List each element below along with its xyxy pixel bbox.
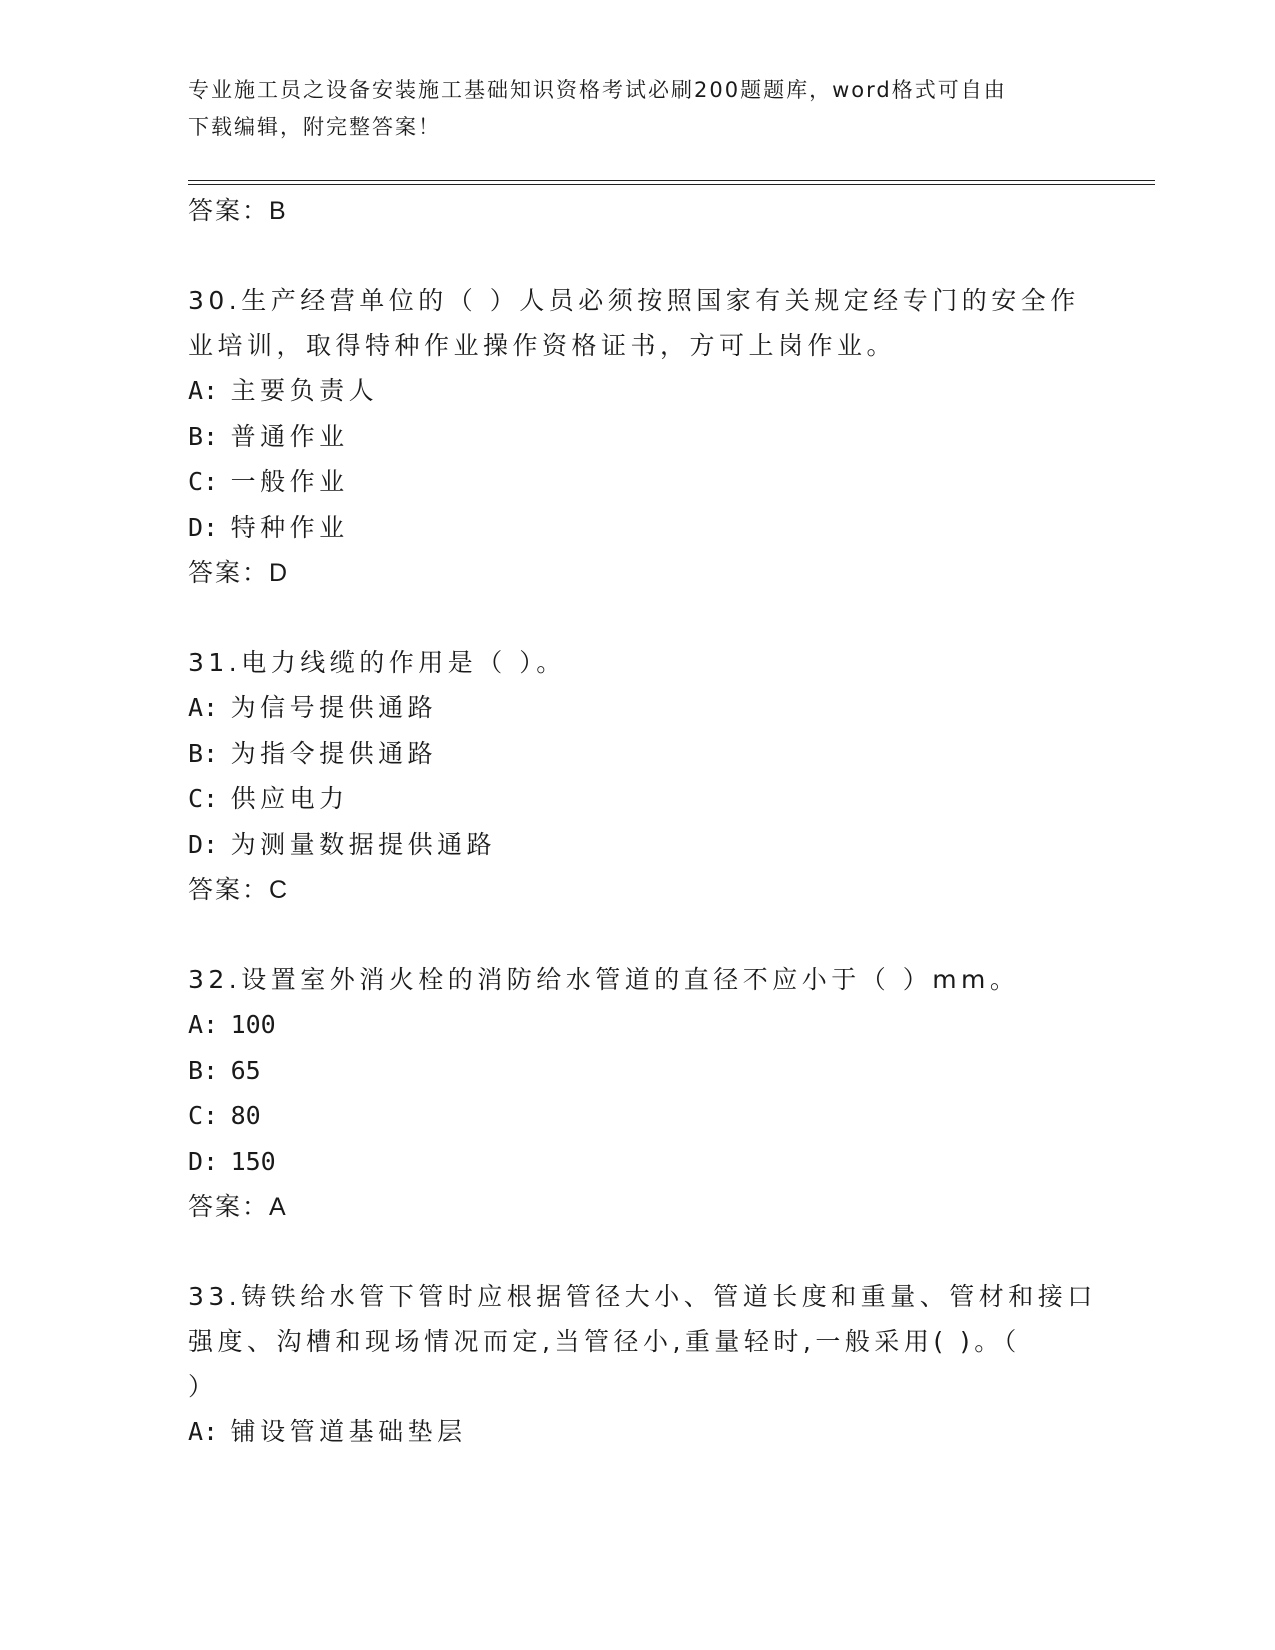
question-stem bbox=[188, 1274, 1148, 1409]
option-text: 为信号提供通路 bbox=[230, 693, 438, 722]
option-text: 普通作业 bbox=[230, 421, 349, 451]
question-33 bbox=[188, 1274, 1148, 1455]
answer-31: 答案：C bbox=[188, 876, 290, 904]
option-text: 为指令提供通路 bbox=[230, 738, 438, 768]
option-letter: D: bbox=[188, 512, 219, 542]
option-b bbox=[188, 731, 1148, 777]
stem-line: 33.铸铁给水管下管时应根据管径大小、管道长度和重量、管材和接口 bbox=[188, 1282, 1097, 1311]
option-text: 铺设管道基础垫层 bbox=[230, 1417, 467, 1446]
option-text: 特种作业 bbox=[230, 512, 349, 542]
header-line-1: 专业施工员之设备安装施工基础知识资格考试必刷200题题库，word格式可自由 bbox=[188, 78, 1007, 102]
option-letter: C: bbox=[188, 467, 219, 496]
option-d bbox=[188, 1139, 1148, 1185]
option-text: 主要负责人 bbox=[230, 376, 379, 405]
stem-line: 30.生产经营单位的（ ）人员必须按照国家有关规定经专门的安全作 bbox=[188, 286, 1080, 315]
answer-30: 答案：D bbox=[188, 559, 290, 587]
option-d bbox=[188, 822, 1148, 868]
option-letter: A: bbox=[188, 376, 219, 405]
question-31 bbox=[188, 640, 1148, 913]
header-line-2: 下载编辑，附完整答案！ bbox=[188, 115, 441, 139]
question-stem bbox=[188, 957, 1148, 1002]
header-divider bbox=[188, 180, 1155, 185]
option-text: 一般作业 bbox=[230, 467, 349, 496]
option-letter: C: bbox=[188, 784, 219, 813]
question-30 bbox=[188, 278, 1148, 596]
option-letter: B: bbox=[188, 1055, 219, 1085]
option-b bbox=[188, 1048, 1148, 1094]
question-list bbox=[188, 188, 1148, 1455]
option-letter: A: bbox=[188, 1417, 219, 1446]
option-d bbox=[188, 505, 1148, 551]
stem-line: 业培训，取得特种作业操作资格证书，方可上岗作业。 bbox=[188, 331, 897, 360]
option-text: 65 bbox=[230, 1055, 261, 1085]
stem-line: 32.设置室外消火栓的消防给水管道的直径不应小于（ ）mm。 bbox=[188, 965, 1020, 994]
option-a bbox=[188, 1409, 1148, 1455]
option-a bbox=[188, 368, 1148, 414]
answer-29: 答案：B bbox=[188, 197, 288, 225]
answer-32: 答案：A bbox=[188, 1193, 288, 1221]
question-stem bbox=[188, 640, 1148, 685]
option-text: 为测量数据提供通路 bbox=[230, 829, 497, 859]
stem-line: ） bbox=[188, 1372, 218, 1401]
document-header bbox=[188, 72, 1088, 146]
option-a bbox=[188, 685, 1148, 731]
option-c bbox=[188, 776, 1148, 822]
option-letter: C: bbox=[188, 1101, 219, 1130]
stem-line: 31.电力线缆的作用是（ ）。 bbox=[188, 648, 566, 677]
question-stem bbox=[188, 278, 1148, 368]
option-letter: B: bbox=[188, 738, 219, 768]
option-letter: B: bbox=[188, 421, 219, 451]
option-letter: A: bbox=[188, 693, 219, 722]
option-c bbox=[188, 459, 1148, 505]
option-text: 150 bbox=[230, 1146, 276, 1176]
stem-line: 强度、沟槽和现场情况而定,当管径小,重量轻时,一般采用( )。（ bbox=[188, 1327, 1021, 1356]
option-text: 供应电力 bbox=[230, 784, 349, 813]
option-letter: A: bbox=[188, 1010, 219, 1039]
question-32 bbox=[188, 957, 1148, 1230]
option-text: 100 bbox=[230, 1010, 276, 1039]
option-b bbox=[188, 414, 1148, 460]
option-letter: D: bbox=[188, 1146, 219, 1176]
option-letter: D: bbox=[188, 829, 219, 859]
option-text: 80 bbox=[230, 1101, 261, 1130]
option-c bbox=[188, 1093, 1148, 1139]
option-a bbox=[188, 1002, 1148, 1048]
